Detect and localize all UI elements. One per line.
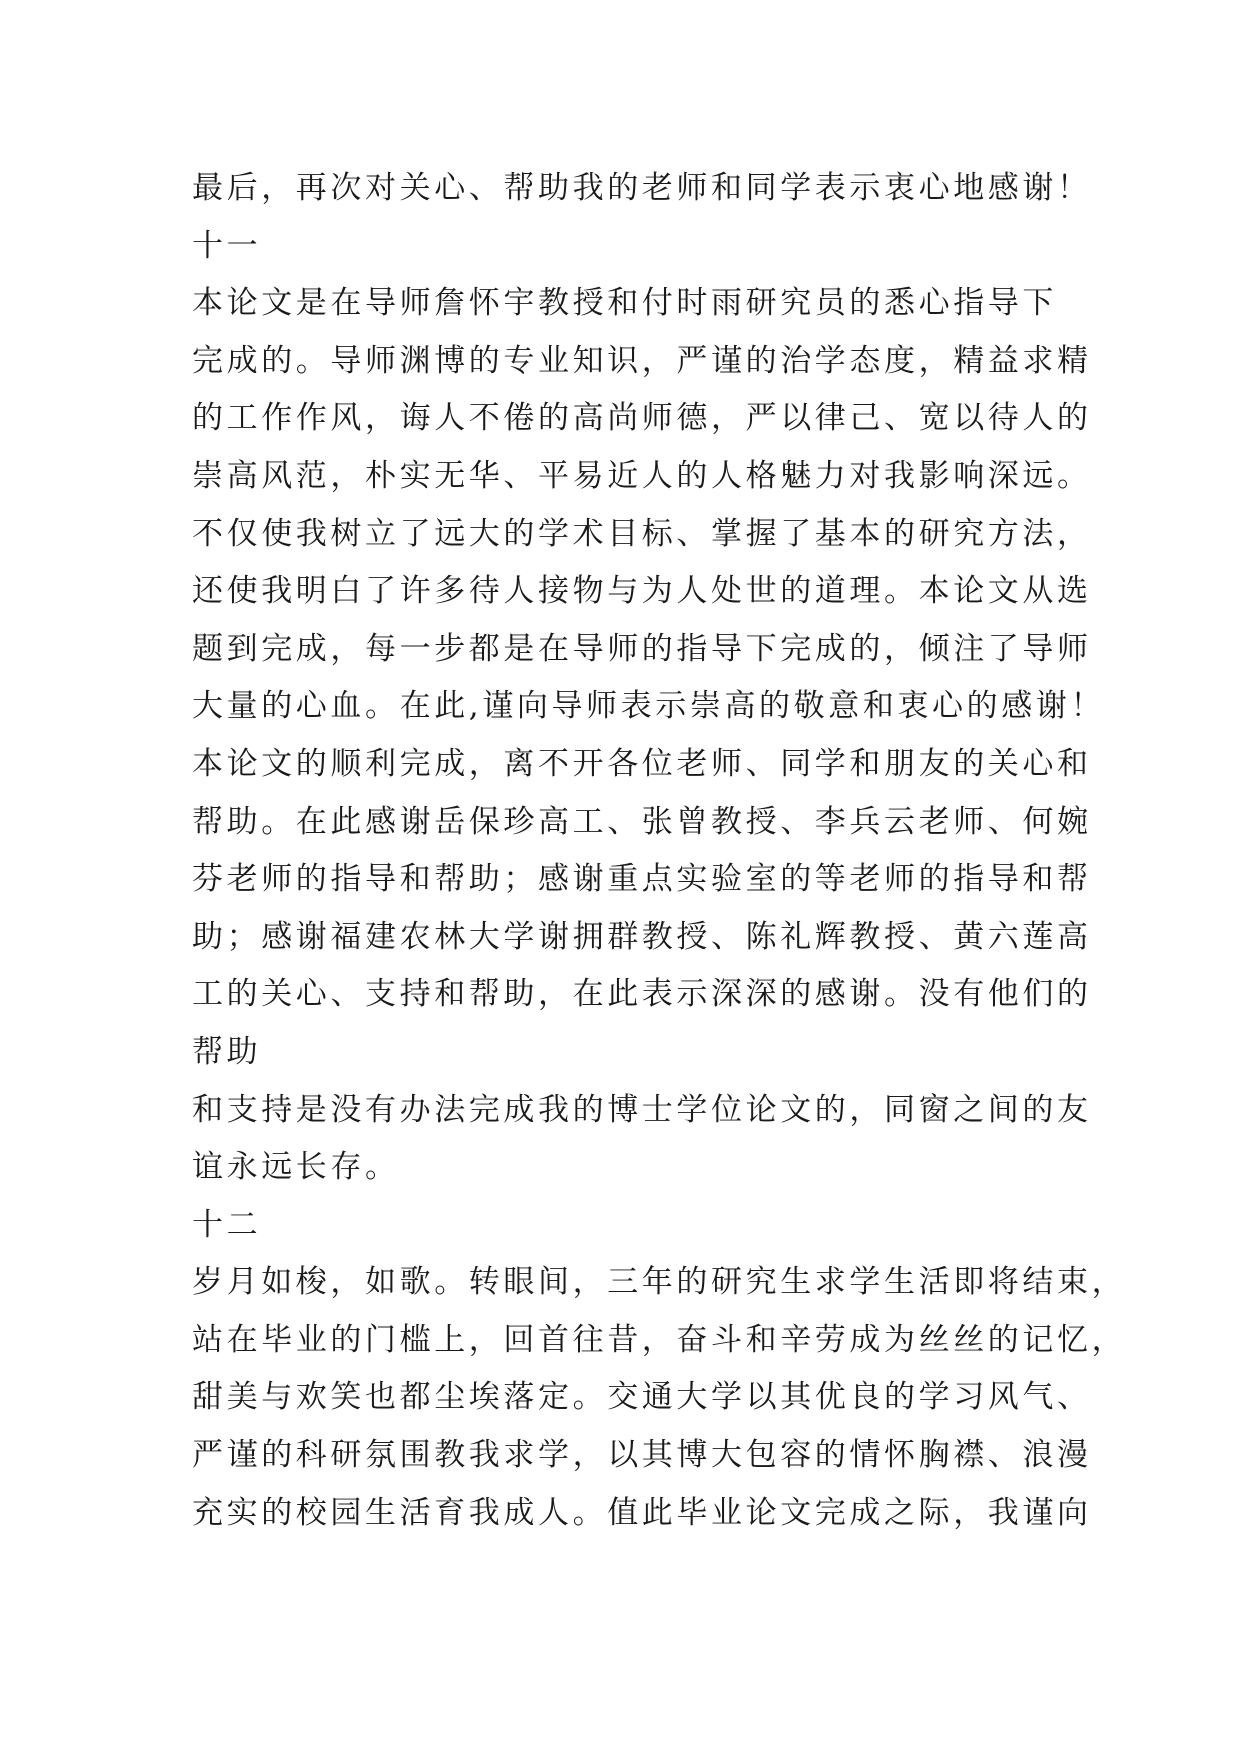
text-line: 不仅使我树立了远大的学术目标、掌握了基本的研究方法，: [192, 515, 1092, 552]
section-heading: 十一: [192, 227, 262, 264]
text-line: 题到完成，每一步都是在导师的指导下完成的，倾注了导师: [192, 630, 1092, 667]
text-line: 甜美与欢笑也都尘埃落定。交通大学以其优良的学习风气、: [192, 1379, 1092, 1416]
text-line: 本论文是在导师詹怀宇教授和付时雨研究员的悉心指导下: [192, 285, 1057, 322]
text-line: 和支持是没有办法完成我的博士学位论文的，同窗之间的友: [192, 1091, 1092, 1128]
text-line: 岁月如梭，如歌。转眼间，三年的研究生求学生活即将结束，: [192, 1264, 1127, 1301]
text-line: 站在毕业的门槛上，回首往昔，奋斗和辛劳成为丝丝的记忆，: [192, 1321, 1127, 1358]
section-heading: 十二: [192, 1206, 262, 1243]
text-line: 工的关心、支持和帮助，在此表示深深的感谢。没有他们的: [192, 976, 1092, 1013]
text-line: 谊永远长存。: [192, 1149, 400, 1186]
text-line: 帮助。在此感谢岳保珍高工、张曾教授、李兵云老师、何婉: [192, 803, 1092, 840]
text-line: 芬老师的指导和帮助；感谢重点实验室的等老师的指导和帮: [192, 861, 1092, 898]
text-line: 助；感谢福建农林大学谢拥群教授、陈礼辉教授、黄六莲高: [192, 918, 1092, 955]
text-line: 崇高风范，朴实无华、平易近人的人格魅力对我影响深远。: [192, 457, 1092, 494]
text-line: 充实的校园生活育我成人。值此毕业论文完成之际，我谨向: [192, 1494, 1092, 1531]
text-line: 完成的。导师渊博的专业知识，严谨的治学态度，精益求精: [192, 342, 1092, 379]
text-line: 本论文的顺利完成，离不开各位老师、同学和朋友的关心和: [192, 745, 1092, 782]
text-line: 严谨的科研氛围教我求学，以其博大包容的情怀胸襟、浪漫: [192, 1437, 1092, 1474]
text-line: 的工作作风，诲人不倦的高尚师德，严以律己、宽以待人的: [192, 400, 1092, 437]
document-body: [192, 160, 1127, 1542]
text-line: 帮助: [192, 1033, 262, 1070]
text-line: 大量的心血。在此,谨向导师表示崇高的敬意和衷心的感谢！: [192, 688, 1106, 725]
text-line: 最后，再次对关心、帮助我的老师和同学表示衷心地感谢！: [192, 170, 1092, 206]
text-line: 还使我明白了许多待人接物与为人处世的道理。本论文从选: [192, 573, 1092, 610]
